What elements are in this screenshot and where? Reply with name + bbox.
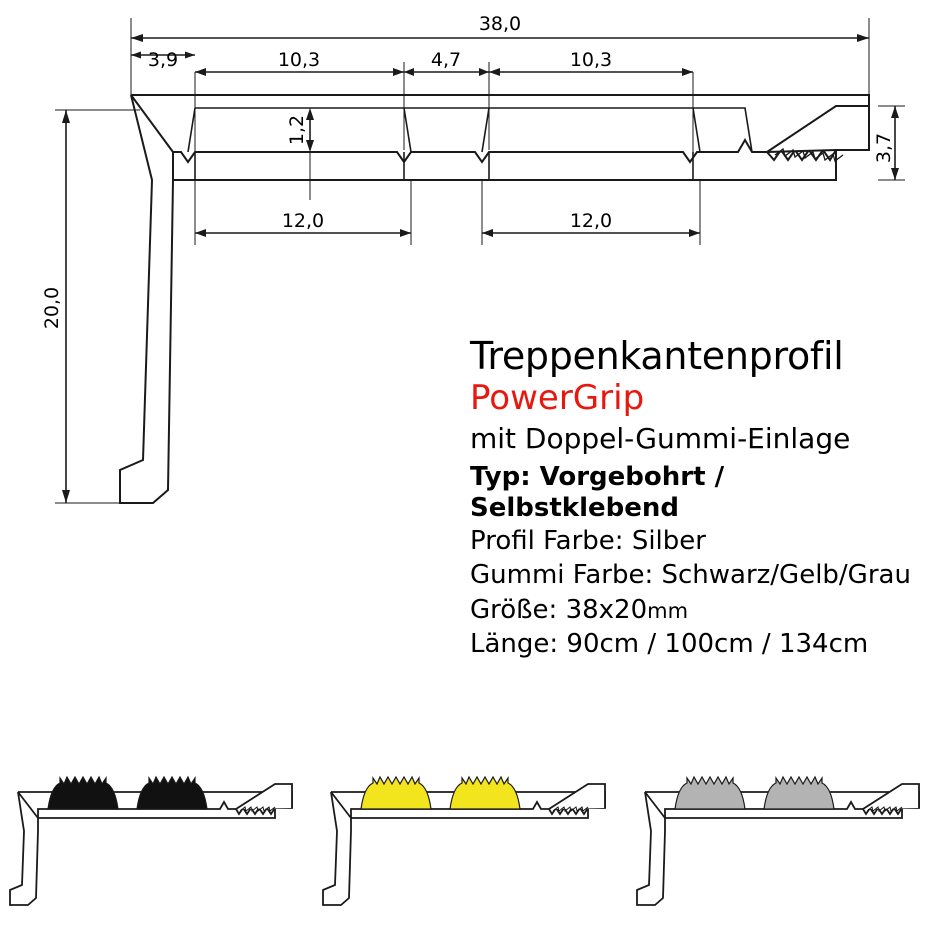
dim-middle: 4,7 xyxy=(430,49,462,71)
dim-left-edge: 3,9 xyxy=(147,49,179,71)
product-length: Länge: 90cm / 100cm / 134cm xyxy=(470,628,869,659)
variant-yellow[interactable] xyxy=(313,700,626,940)
dim-height-total: 20,0 xyxy=(41,286,63,330)
variant-grey-drawing xyxy=(627,700,940,940)
product-title: Treppenkantenprofil xyxy=(470,334,844,378)
product-profile-color: Profil Farbe: Silber xyxy=(470,526,706,557)
dim-total-width: 38,0 xyxy=(478,13,522,35)
dim-groove-2: 10,3 xyxy=(569,49,613,71)
dim-base-2: 12,0 xyxy=(569,210,613,232)
product-size-value: Größe: 38x20 xyxy=(470,594,648,625)
product-info xyxy=(470,336,930,661)
variant-grey[interactable] xyxy=(627,700,940,940)
variant-gallery xyxy=(0,700,940,940)
product-subtitle: mit Doppel-Gummi-Einlage xyxy=(470,422,851,456)
variant-black-drawing xyxy=(0,700,313,940)
product-brand: PowerGrip xyxy=(470,378,645,419)
dim-depth-small: 1,2 xyxy=(286,114,308,146)
product-rubber-color: Gummi Farbe: Schwarz/Gelb/Grau xyxy=(470,560,911,591)
variant-black[interactable] xyxy=(0,700,313,940)
dim-height-right: 3,7 xyxy=(873,132,895,164)
product-size-unit: mm xyxy=(647,598,689,623)
product-size xyxy=(470,594,930,627)
product-type: Typ: Vorgebohrt / Selbstklebend xyxy=(470,461,725,523)
dim-groove-1: 10,3 xyxy=(277,49,321,71)
variant-yellow-drawing xyxy=(313,700,626,940)
dim-base-1: 12,0 xyxy=(281,210,325,232)
